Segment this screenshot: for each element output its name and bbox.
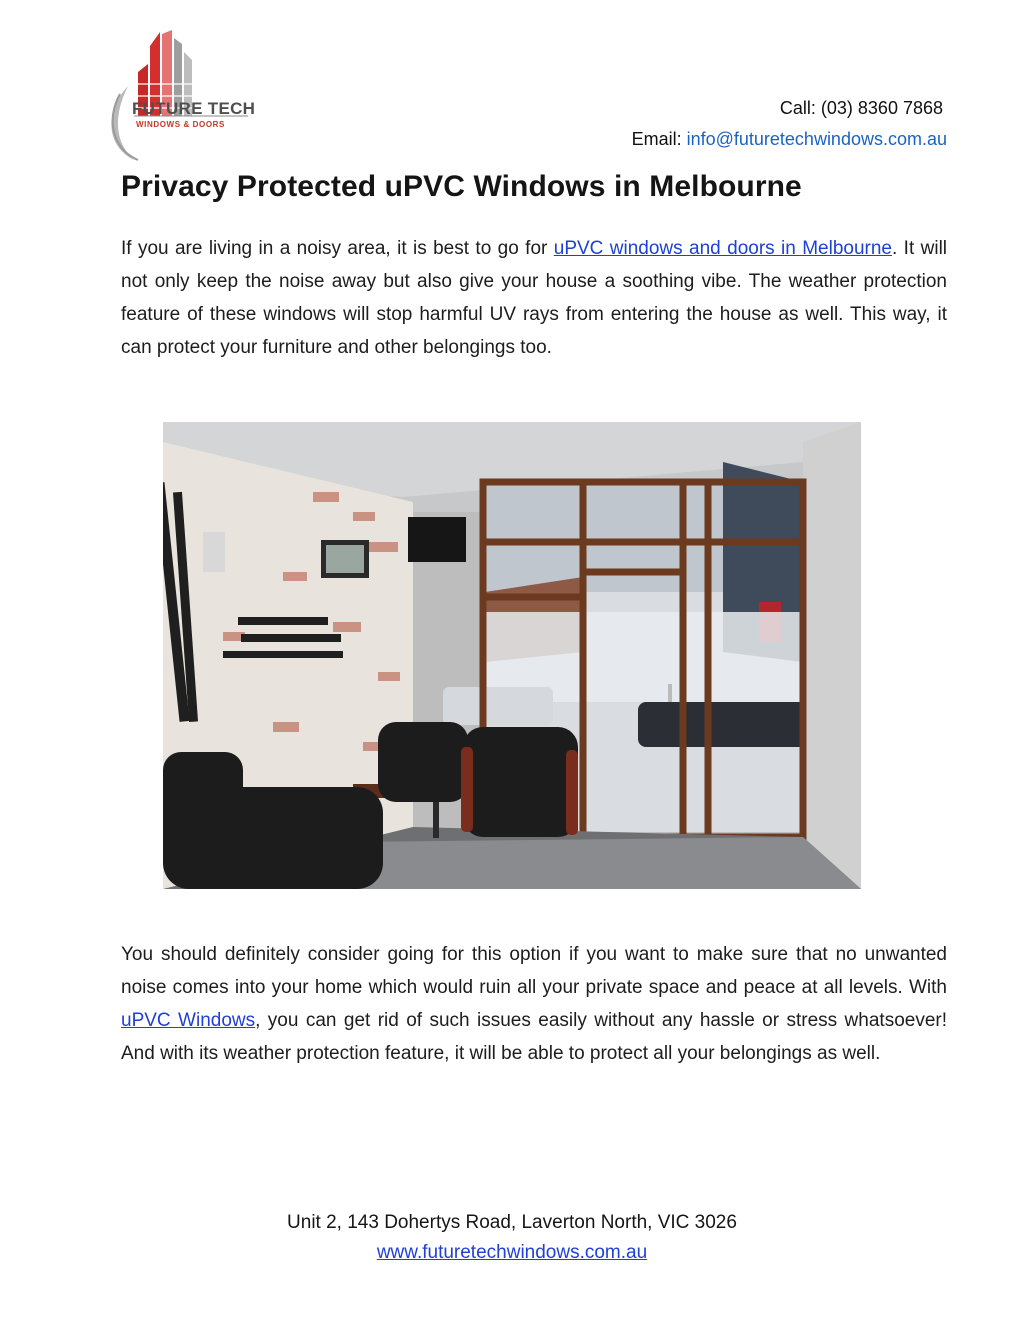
paragraph-intro-text-after: . It will not only keep the noise away but also give your house a soothing vibe. The weather protection feature of these windows will stop harmful UV rays from entering the house as well. This way, it can protect your furniture and other belongings too. — [121, 238, 948, 358]
building-logo-icon — [98, 24, 258, 164]
upvc-windows-doors-link[interactable]: uPVC windows and doors in Melbourne — [553, 238, 893, 259]
logo-brand-text: FUTURE TECH — [132, 99, 256, 118]
logo-sub-text: WINDOWS & DOORS — [136, 120, 225, 129]
page-title: Privacy Protected uPVC Windows in Melbourne — [121, 170, 802, 203]
footer-website-link[interactable]: www.futuretechwindows.com.au — [376, 1242, 648, 1263]
contact-email-label: Email: — [631, 129, 687, 149]
paragraph-intro — [121, 232, 947, 364]
contact-email-line — [632, 124, 947, 155]
paragraph-benefits-text-before: You should definitely consider going for this option if you want to make sure that no unwanted noise comes into your home which would ruin all your private space and peace at all levels. With — [121, 944, 947, 998]
footer — [0, 1208, 1024, 1268]
contact-block — [632, 93, 947, 155]
paragraph-benefits-text-after: , you can get rid of such issues easily without any hassle or stress whatsoever! And with its weather protection feature, it will be able to protect all your belongings as well. — [121, 1010, 947, 1064]
room-with-upvc-windows-photo — [163, 422, 861, 889]
company-logo — [98, 24, 258, 164]
upvc-windows-link[interactable]: uPVC Windows — [121, 1010, 256, 1031]
contact-email-link[interactable]: info@futuretechwindows.com.au — [686, 129, 947, 149]
paragraph-benefits — [121, 938, 947, 1070]
contact-phone: Call: (03) 8360 7868 — [779, 98, 943, 118]
footer-address: Unit 2, 143 Dohertys Road, Laverton North, VIC 3026 — [287, 1212, 737, 1233]
paragraph-intro-text-before: If you are living in a noisy area, it is best to go for — [121, 238, 554, 259]
room-photo — [163, 422, 861, 889]
